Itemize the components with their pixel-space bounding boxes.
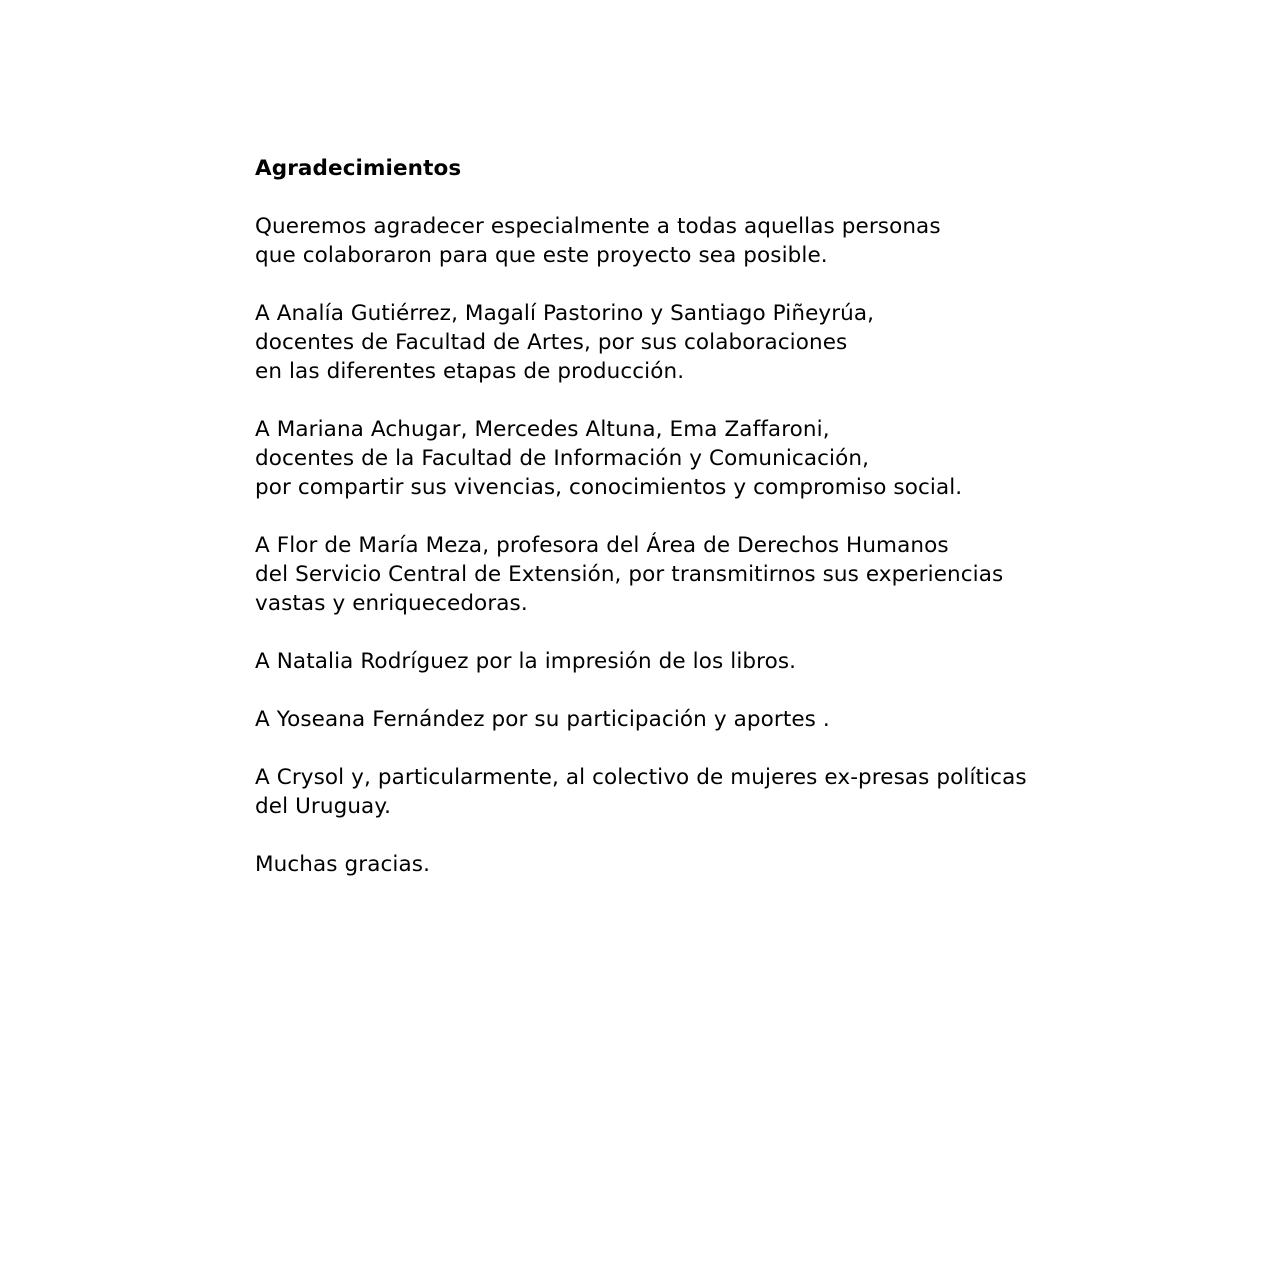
text-line: Muchas gracias. — [255, 852, 431, 877]
text-line: vastas y enriquecedoras. — [255, 591, 528, 616]
text-line: A Analía Gutiérrez, Magalí Pastorino y Santiago Piñeyrúa, — [255, 301, 875, 326]
text-line: Queremos agradecer especialmente a todas aquellas personas — [255, 214, 941, 239]
page-title: Agradecimientos — [255, 156, 462, 181]
paragraph-crysol — [255, 763, 1155, 821]
text-line: que colaboraron para que este proyecto sea posible. — [255, 243, 828, 268]
paragraph-intro — [255, 212, 1155, 270]
text-line: en las diferentes etapas de producción. — [255, 359, 685, 384]
paragraph-closing — [255, 850, 1155, 879]
paragraph-facultad-artes — [255, 299, 1155, 386]
text-line: A Crysol y, particularmente, al colectivo de mujeres ex-presas políticas — [255, 765, 1027, 790]
text-line: del Uruguay. — [255, 794, 392, 819]
text-line: por compartir sus vivencias, conocimientos y compromiso social. — [255, 475, 963, 500]
acknowledgements-section — [255, 154, 1155, 908]
text-line: docentes de Facultad de Artes, por sus colaboraciones — [255, 330, 848, 355]
paragraph-participacion — [255, 705, 1155, 734]
text-line: A Yoseana Fernández por su participación y aportes . — [255, 707, 830, 732]
paragraph-derechos-humanos — [255, 531, 1155, 618]
text-line: docentes de la Facultad de Información y Comunicación, — [255, 446, 870, 471]
text-line: A Natalia Rodríguez por la impresión de los libros. — [255, 649, 797, 674]
paragraph-impresion — [255, 647, 1155, 676]
paragraph-facultad-informacion — [255, 415, 1155, 502]
text-line: A Mariana Achugar, Mercedes Altuna, Ema Zaffaroni, — [255, 417, 830, 442]
text-line: del Servicio Central de Extensión, por transmitirnos sus experiencias — [255, 562, 1004, 587]
text-line: A Flor de María Meza, profesora del Área de Derechos Humanos — [255, 533, 949, 558]
